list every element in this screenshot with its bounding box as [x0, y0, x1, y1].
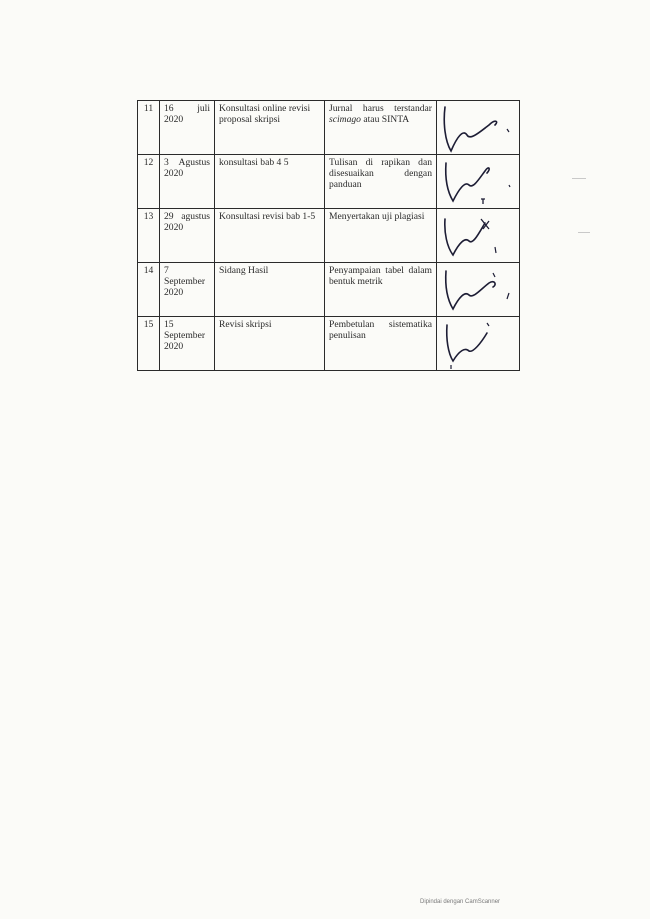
row-activity: Sidang Hasil	[215, 263, 325, 317]
row-activity: Konsultasi online revisi proposal skripsi	[215, 101, 325, 155]
row-date: 16 juli 2020	[160, 101, 215, 155]
row-note: Penyampaian tabel dalam bentuk metrik	[325, 263, 437, 317]
signature-icon	[437, 263, 520, 317]
row-activity: konsultasi bab 4 5	[215, 155, 325, 209]
signature-icon	[437, 155, 520, 209]
scanner-watermark: Dipindai dengan CamScanner	[420, 899, 501, 905]
note-text-end: atau SINTA	[360, 114, 410, 125]
row-note: Tulisan di rapikan dan disesuaikan dengan panduan	[325, 155, 437, 209]
note-text: Jurnal harus terstandar	[329, 103, 432, 114]
row-number: 11	[138, 101, 160, 155]
row-note: Pembetulan sistematika penulisan	[325, 317, 437, 371]
table-row	[138, 317, 520, 371]
row-note	[325, 101, 437, 155]
scan-artifact	[572, 178, 586, 179]
scan-artifact	[578, 232, 590, 233]
note-emphasis: scimago	[329, 114, 361, 125]
row-note: Menyertakan uji plagiasi	[325, 209, 437, 263]
table-row	[138, 155, 520, 209]
signature-icon	[437, 101, 520, 155]
table-row	[138, 101, 520, 155]
row-date: 3 Agustus 2020	[160, 155, 215, 209]
row-date: 29 agustus 2020	[160, 209, 215, 263]
table-row	[138, 263, 520, 317]
row-number: 12	[138, 155, 160, 209]
row-activity: Revisi skripsi	[215, 317, 325, 371]
row-number: 13	[138, 209, 160, 263]
row-date: 15 September 2020	[160, 317, 215, 371]
row-date: 7 September 2020	[160, 263, 215, 317]
table-row	[138, 209, 520, 263]
signature-icon	[437, 317, 520, 371]
row-activity: Konsultasi revisi bab 1-5	[215, 209, 325, 263]
consultation-log-table	[137, 100, 520, 371]
row-number: 14	[138, 263, 160, 317]
row-number: 15	[138, 317, 160, 371]
signature-icon	[437, 209, 520, 263]
